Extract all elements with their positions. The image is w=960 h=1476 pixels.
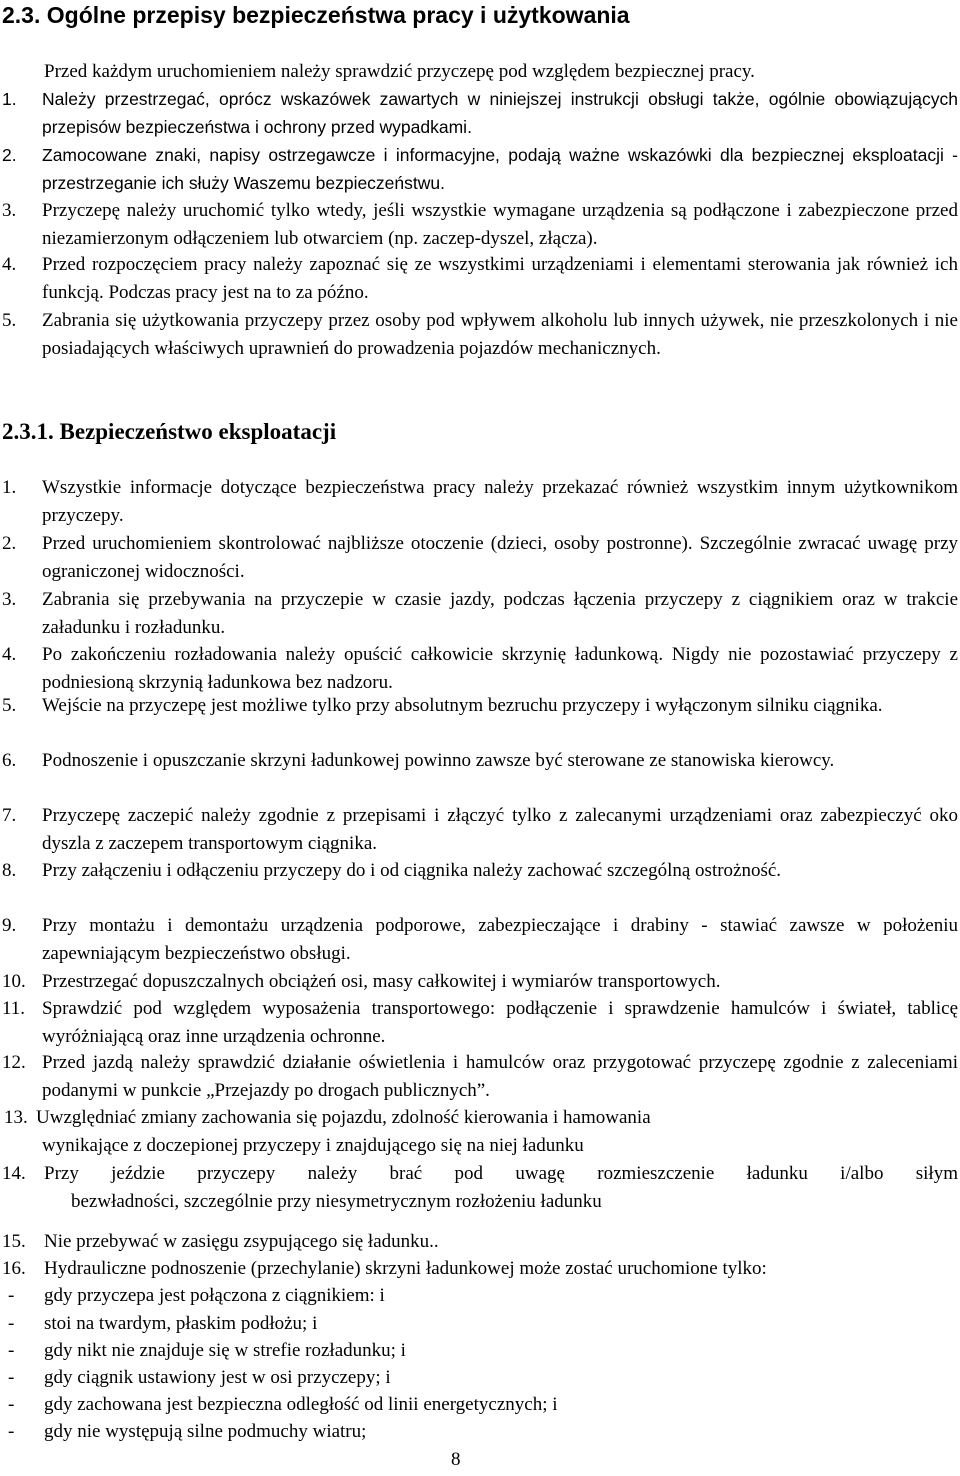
rule-text: Uwzględniać zmiany zachowania się pojazdu, zdolność kierowania i hamowania (36, 1107, 651, 1128)
general-rule-1 (0, 85, 958, 141)
condition-text: gdy nikt nie znajduje się w strefie rozładunku; i (44, 1340, 406, 1361)
list-dash: - (8, 1394, 15, 1415)
operation-rule-10 (0, 968, 958, 996)
rule-text: Zabrania się przebywania na przyczepie w czasie jazdy, podczas łączenia przyczepy z ciągnikiem oraz w trakcie załadunku i rozładunku. (42, 589, 958, 638)
rule-text: Sprawdzić pod względem wyposażenia transportowego: podłączenie i sprawdzenie hamulców i świateł, tablicę wyróżniającą oraz inne urządzenia ochronne. (42, 998, 958, 1047)
rule-text: Przy załączeniu i odłączeniu przyczepy do i od ciągnika należy zachować szczególną ostrożność. (42, 860, 782, 881)
rule-number: 11. (2, 998, 26, 1019)
rule-text: Zamocowane znaki, napisy ostrzegawcze i informacyjne, podają ważne wskazówki dla bezpiecznej eksploatacji - przestrzeganie ich służy Waszemu bezpieczeństwu. (42, 145, 958, 193)
operation-rule-14 (0, 1160, 958, 1216)
rule-number: 4. (2, 254, 17, 275)
operation-rule-1 (0, 474, 958, 530)
rule-number: 14. (2, 1163, 26, 1184)
list-dash: - (8, 1285, 15, 1306)
rule-text: Przestrzegać dopuszczalnych obciążeń osi, masy całkowitej i wymiarów transportowych. (42, 971, 721, 992)
rule-text: Hydrauliczne podnoszenie (przechylanie) skrzyni ładunkowej może zostać uruchomione tylko: (44, 1258, 767, 1279)
rule-number: 2. (2, 145, 17, 165)
rule-text-continued: bezwładności, szczególnie przy niesymetrycznym rozłożeniu ładunku (71, 1191, 602, 1212)
page-number: 8 (451, 1449, 461, 1470)
operation-rule-16 (0, 1255, 958, 1283)
operation-rule-6 (0, 747, 958, 775)
section-heading: 2.3. Ogólne przepisy bezpieczeństwa pracy i użytkowania (2, 2, 630, 28)
operation-rule-3 (0, 586, 958, 642)
rule-number: 15. (2, 1231, 26, 1252)
operation-rule-7 (0, 802, 958, 858)
rule-text: Wszystkie informacje dotyczące bezpieczeństwa pracy należy przekazać również wszystkim innym użytkownikom przyczepy. (42, 477, 958, 526)
list-dash: - (8, 1313, 15, 1334)
rule-text: Po zakończeniu rozładowania należy opuścić całkowicie skrzynię ładunkową. Nigdy nie pozostawiać przyczepy z podniesioną skrzynią ładunkowa bez nadzoru. (42, 644, 958, 693)
rule-text-continued: wynikające z doczepionej przyczepy i znajdującego się na niej ładunku (42, 1135, 584, 1156)
rule-number: 7. (2, 805, 17, 826)
rule-number: 1. (2, 477, 17, 498)
operation-rule-9 (0, 912, 958, 968)
operation-rule-11 (0, 995, 958, 1051)
rule-number: 9. (2, 915, 17, 936)
operation-rule-8 (0, 857, 958, 885)
rule-text: Przed uruchomieniem skontrolować najbliższe otoczenie (dzieci, osoby postronne). Szczególnie zwracać uwagę przy ograniczonej widoczności. (42, 533, 958, 582)
rule-number: 5. (2, 310, 17, 331)
rule-text: Przed jazdą należy sprawdzić działanie oświetlenia i hamulców oraz przygotować przyczepę zgodnie z zaleceniami podanymi w punkcie „Przejazdy po drogach publicznych”. (42, 1052, 958, 1101)
rule-number: 6. (2, 750, 17, 771)
general-rule-2 (0, 141, 958, 197)
rule-text: Nie przebywać w zasięgu zsypującego się ładunku.. (44, 1231, 439, 1252)
subsection-heading: 2.3.1. Bezpieczeństwo eksploatacji (2, 419, 337, 444)
list-dash: - (8, 1367, 15, 1388)
rule-text: Przy montażu i demontażu urządzenia podporowe, zabezpieczające i drabiny - stawiać zawsze w położeniu zapewniającym bezpieczeństwo obsługi. (42, 915, 958, 964)
condition-text: gdy zachowana jest bezpieczna odległość od linii energetycznych; i (44, 1394, 558, 1415)
operation-rule-4 (0, 641, 958, 697)
general-rule-4 (0, 251, 958, 307)
rule-text: Podnoszenie i opuszczanie skrzyni ładunkowej powinno zawsze być sterowane ze stanowiska kierowcy. (42, 750, 835, 771)
operation-rule-13 (0, 1104, 958, 1160)
rule-number: 2. (2, 533, 17, 554)
condition-text: gdy nie występują silne podmuchy wiatru; (44, 1421, 367, 1442)
condition-text: stoi na twardym, płaskim podłożu; i (44, 1313, 318, 1334)
rule-text: Należy przestrzegać, oprócz wskazówek zawartych w niniejszej instrukcji obsługi także, ogólnie obowiązujących przepisów bezpieczeństwa i ochrony przed wypadkami. (42, 89, 958, 137)
rule-number: 16. (2, 1258, 26, 1279)
condition-text: gdy przyczepa jest połączona z ciągnikiem: i (44, 1285, 385, 1306)
intro-text: Przed każdym uruchomieniem należy sprawdzić przyczepę pod względem bezpiecznej pracy. (44, 61, 755, 82)
condition-text: gdy ciągnik ustawiony jest w osi przyczepy; i (44, 1367, 391, 1388)
list-dash: - (8, 1421, 15, 1442)
rule-number: 12. (2, 1052, 26, 1073)
rule-number: 8. (2, 860, 17, 881)
list-dash: - (8, 1340, 15, 1361)
rule-text: Przyczepę zaczepić należy zgodnie z przepisami i złączyć tylko z zalecanymi urządzeniami oraz zabezpieczyć oko dyszla z zaczepem transportowym ciągnika. (42, 805, 958, 854)
rule-number: 3. (2, 589, 17, 610)
rule-text: Przy jeździe przyczepy należy brać pod uwagę rozmieszczenie ładunku i/albo siłym (44, 1163, 958, 1184)
rule-number: 1. (2, 89, 17, 109)
general-rule-3 (0, 197, 958, 253)
rule-text: Przyczepę należy uruchomić tylko wtedy, jeśli wszystkie wymagane urządzenia są podłączone i zabezpieczone przed niezamierzonym odłączeniem lub otwarciem (np. zaczep-dyszel, złącza). (42, 200, 958, 249)
rule-text: Zabrania się użytkowania przyczepy przez osoby pod wpływem alkoholu lub innych używek, nie przeszkolonych i nie posiadających właściwych uprawnień do prowadzenia pojazdów mechanicznych. (42, 310, 958, 359)
operation-rule-12 (0, 1049, 958, 1105)
operation-rule-5 (0, 692, 958, 720)
operation-rule-2 (0, 530, 958, 586)
operation-rule-15 (0, 1228, 958, 1256)
rule-number: 3. (2, 200, 17, 221)
rule-text: Wejście na przyczepę jest możliwe tylko przy absolutnym bezruchu przyczepy i wyłączonym silniku ciągnika. (42, 695, 883, 716)
rule-number: 5. (2, 695, 17, 716)
rule-text: Przed rozpoczęciem pracy należy zapoznać się ze wszystkimi urządzeniami i elementami sterowania jak również ich funkcją. Podczas pracy jest na to za późno. (42, 254, 958, 303)
rule-number: 4. (2, 644, 17, 665)
general-rule-5 (0, 307, 958, 363)
rule-number: 10. (2, 971, 26, 992)
rule-number: 13. (4, 1107, 28, 1128)
